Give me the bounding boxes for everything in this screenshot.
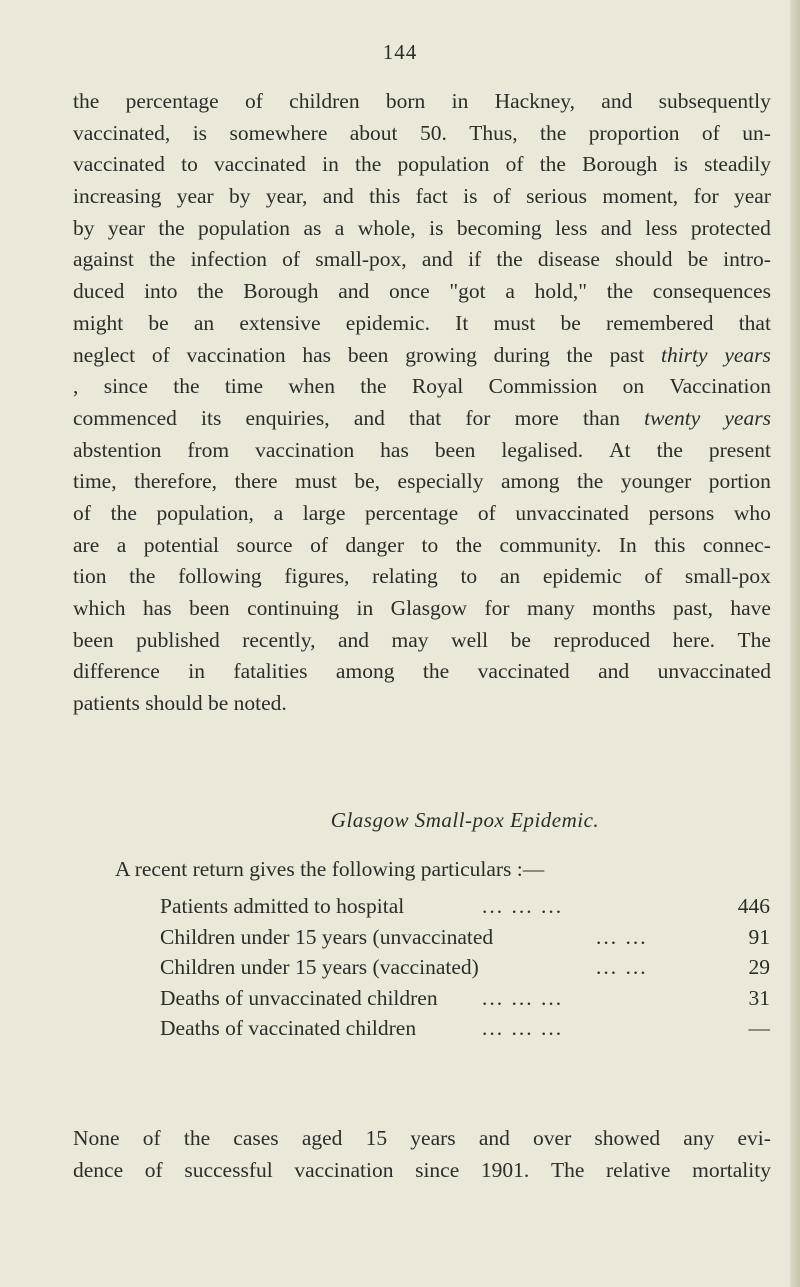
- text-line: time, therefore, there must be, especially among the younger portion: [73, 469, 771, 494]
- text-line: abstention from vaccination has been legalised. At the present: [73, 437, 771, 462]
- text-line: , since the time when the Royal Commission on Vaccination: [73, 374, 771, 399]
- text-line: None of the cases aged 15 years and over showed any evi-: [73, 1126, 771, 1150]
- text-line: against the infection of small-pox, and if the disease should be intro-: [73, 247, 771, 272]
- text-line: been published recently, and may well be reproduced here. The: [73, 627, 771, 652]
- closing-paragraph: [73, 1123, 771, 1186]
- statistics-list: [160, 894, 770, 1047]
- body-paragraph: [73, 86, 771, 720]
- stat-row: [160, 925, 770, 956]
- leader-dots: ... ... ...: [482, 985, 564, 1010]
- text-line: the percentage of children born in Hackney, and subsequently: [73, 89, 771, 113]
- text-line: of the population, a large percentage of unvaccinated persons who: [73, 500, 771, 525]
- stat-value: 91: [748, 924, 770, 949]
- page-edge: [790, 0, 800, 1287]
- page-number: 144: [382, 40, 418, 64]
- text-line: tion the following figures, relating to an epidemic of small-pox: [73, 564, 771, 589]
- stat-label: Deaths of vaccinated children: [160, 1016, 417, 1041]
- text-line: are a potential source of danger to the community. In this connec-: [73, 532, 771, 557]
- text-line: increasing year by year, and this fact is of serious moment, for year: [73, 184, 771, 209]
- text-line: vaccinated to vaccinated in the population of the Borough is steadily: [73, 152, 771, 177]
- leader-dots: ... ...: [596, 955, 648, 980]
- text-line: difference in fatalities among the vaccinated and unvaccinated: [73, 659, 771, 684]
- intro-line: A recent return gives the following particulars :—: [115, 857, 545, 881]
- stat-label: Children under 15 years (vaccinated): [160, 955, 479, 980]
- stat-row: [160, 894, 770, 925]
- stat-row: [160, 986, 770, 1017]
- section-heading: Glasgow Small-pox Epidemic.: [330, 808, 600, 832]
- stat-label: Children under 15 years (unvaccinated: [160, 924, 494, 949]
- stat-value: 446: [737, 894, 770, 918]
- leader-dots: ... ...: [596, 924, 648, 949]
- text-line: duced into the Borough and once "got a hold," the consequences: [73, 279, 771, 304]
- stat-row: [160, 1016, 770, 1047]
- text-line: might be an extensive epidemic. It must be remembered that: [73, 310, 771, 335]
- leader-dots: ... ... ...: [482, 1016, 564, 1041]
- text-line: patients should be noted.: [73, 691, 287, 716]
- text-line: vaccinated, is somewhere about 50. Thus, the proportion of un-: [73, 120, 771, 145]
- text-line: neglect of vaccination has been growing during the past thirty years: [73, 342, 771, 367]
- text-line: commenced its enquiries, and that for more than twenty years: [73, 405, 771, 430]
- stat-value: 29: [748, 955, 770, 980]
- stat-row: [160, 955, 770, 986]
- stat-value: —: [748, 1016, 770, 1041]
- stat-label: Patients admitted to hospital: [160, 894, 405, 918]
- leader-dots: ... ... ...: [482, 894, 564, 918]
- stat-label: Deaths of unvaccinated children: [160, 985, 438, 1010]
- text-line: which has been continuing in Glasgow for many months past, have: [73, 596, 771, 620]
- text-line: dence of successful vaccination since 1901. The relative mortality: [73, 1157, 771, 1182]
- stat-value: 31: [748, 985, 770, 1010]
- text-line: by year the population as a whole, is becoming less and less protected: [73, 215, 771, 240]
